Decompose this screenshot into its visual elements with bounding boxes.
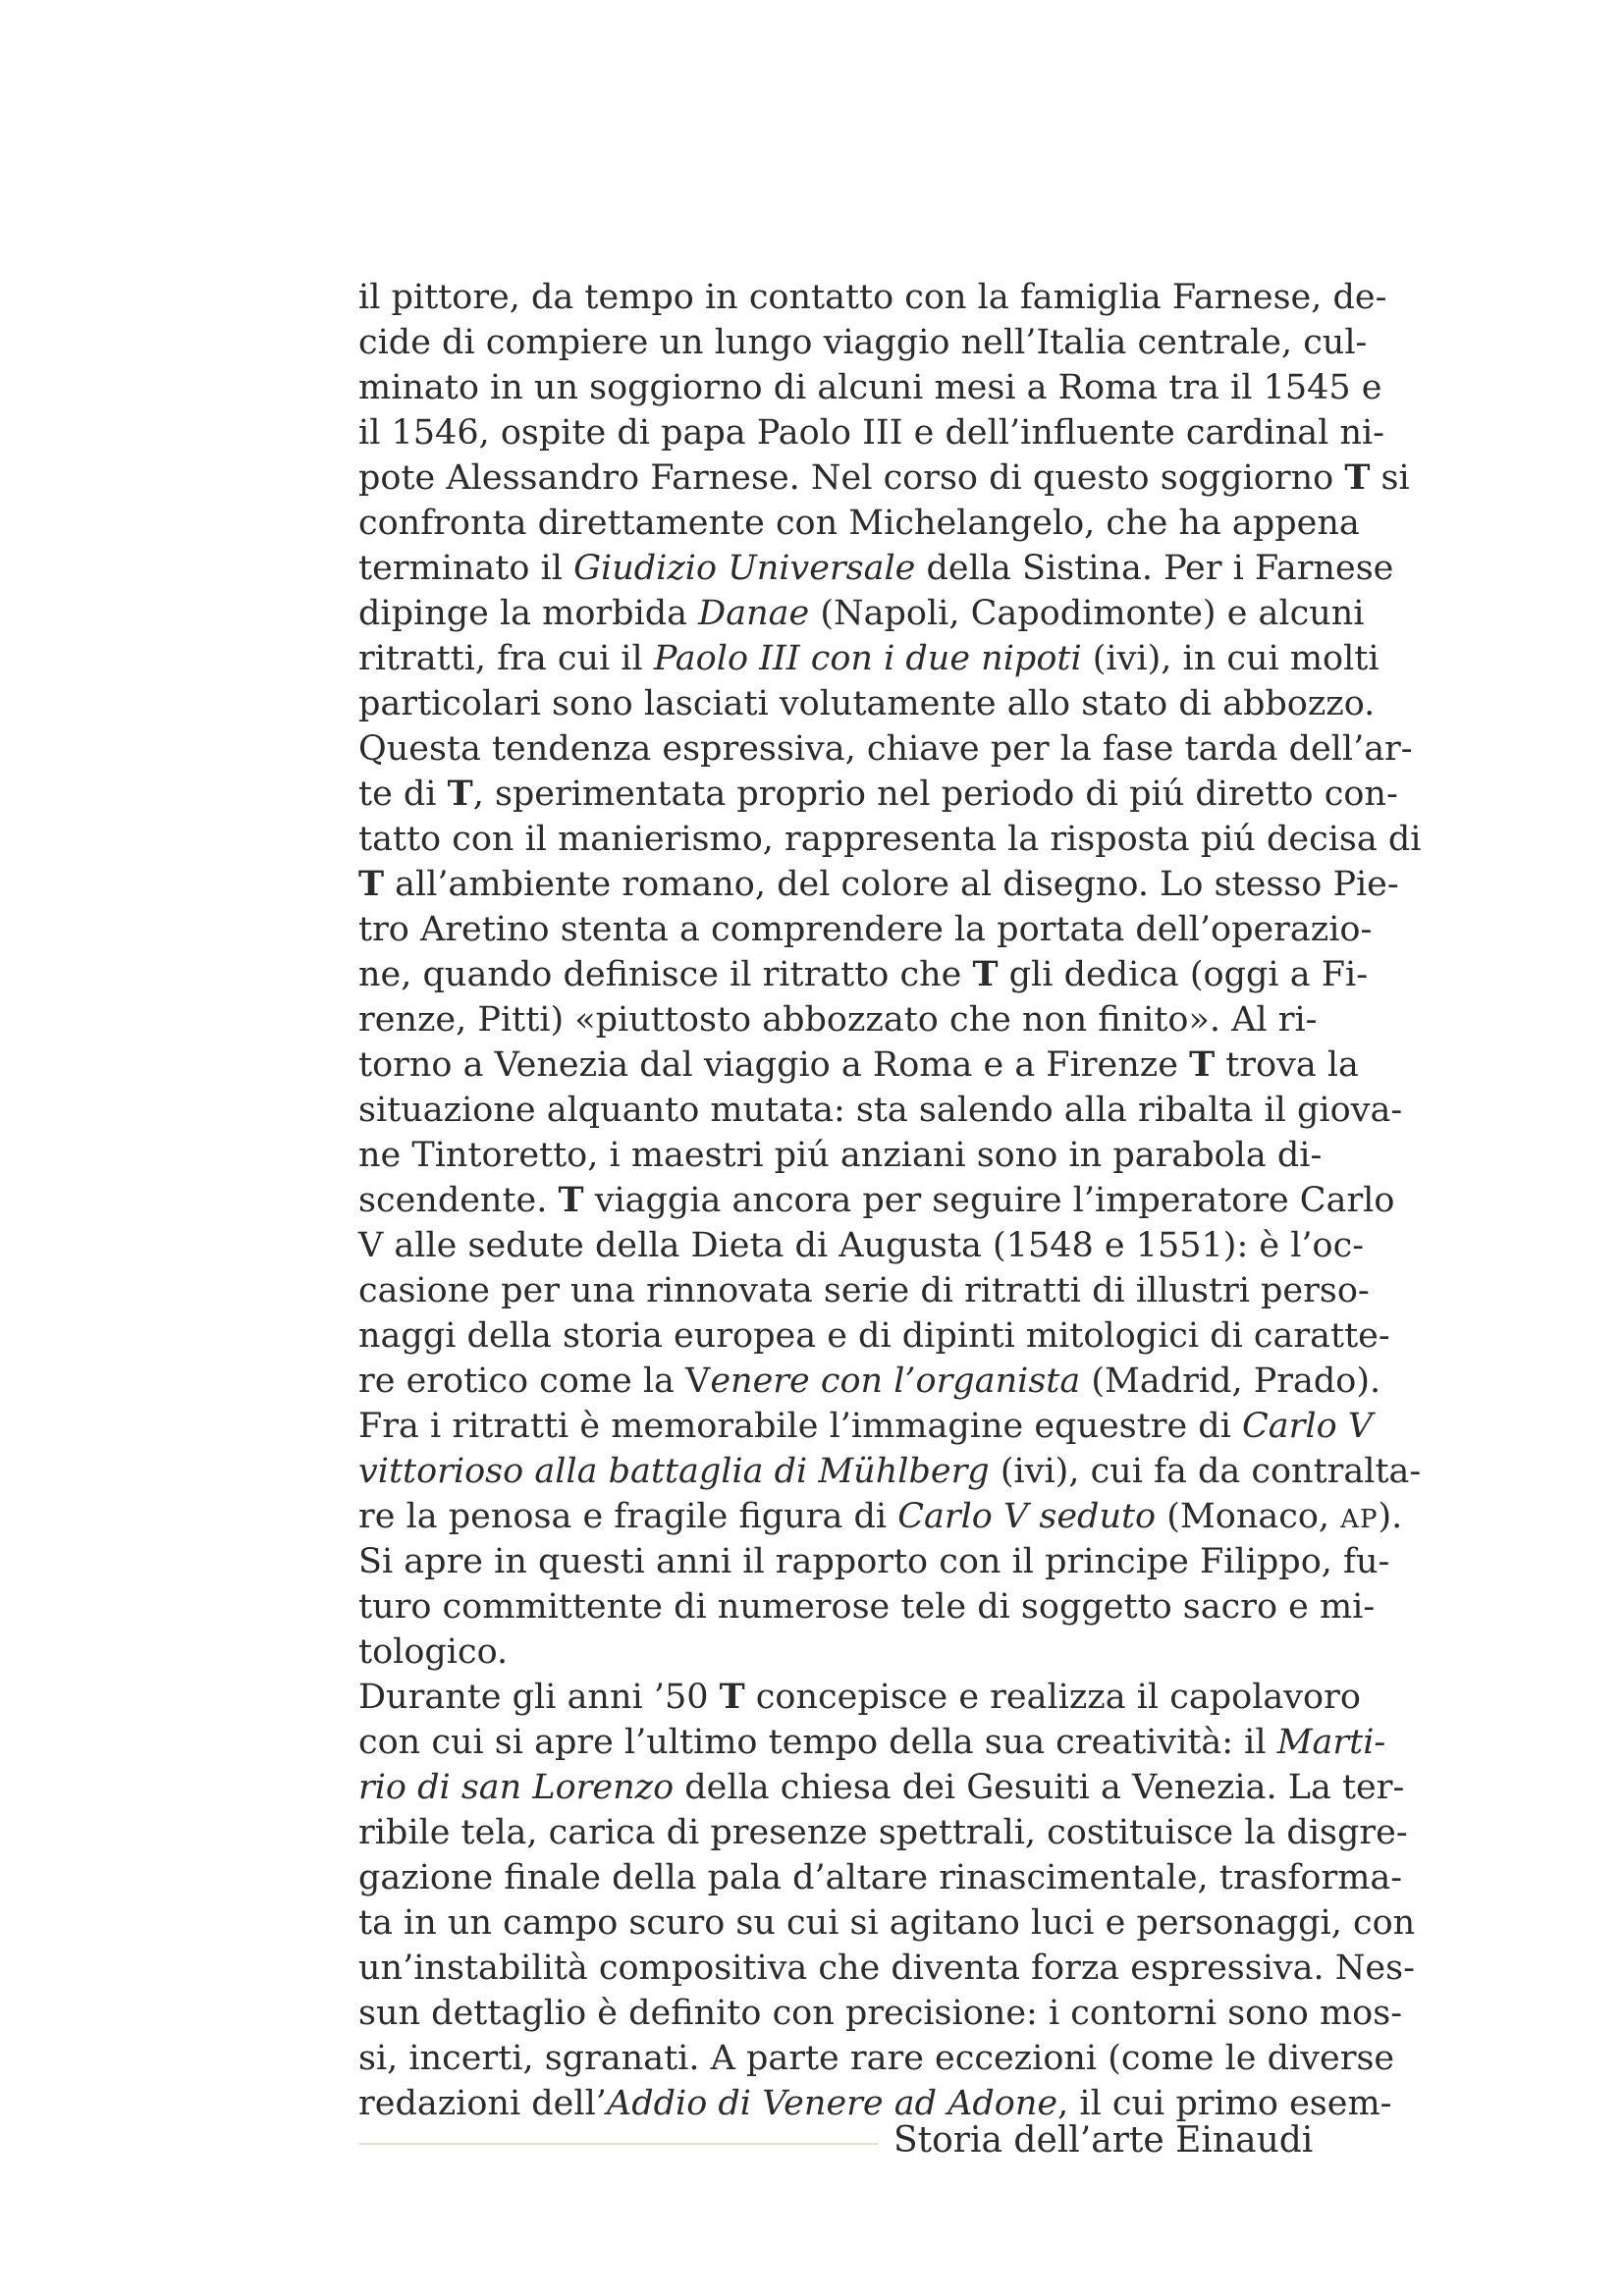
text-segment: tatto con il manierismo, rappresenta la risposta piú decisa di [358, 820, 1422, 859]
text-line [358, 772, 1398, 817]
text-segment: ta in un campo scuro su cui si agitano luci e personaggi, con [358, 1903, 1416, 1943]
text-segment: con cui si apre l’ultimo tempo della sua creatività: il [358, 1723, 1277, 1762]
text-segment: scendente. [358, 1181, 559, 1220]
text-segment: AP [1340, 1505, 1379, 1534]
text-segment: T [719, 1677, 745, 1717]
text-segment: T [1344, 457, 1371, 498]
text-segment: terminato il [358, 549, 574, 588]
text-line [358, 1223, 1365, 1268]
text-segment: minato in un soggiorno di alcuni mesi a Roma tra il 1545 e [358, 368, 1382, 407]
text-line [358, 726, 1413, 772]
text-segment: all’ambiente romano, del colore al disegno. Lo stesso Pie- [384, 865, 1399, 904]
text-segment: (Madrid, Prado). [1080, 1362, 1381, 1401]
text-segment: redazioni dell’ [358, 2084, 607, 2123]
text-segment: sun dettaglio è definito con precisione: i contorni sono mos- [358, 1994, 1403, 2033]
text-segment: T [972, 954, 999, 994]
text-segment: , sperimentata proprio nel periodo di piú diretto con- [472, 774, 1398, 814]
text-line [358, 1178, 1395, 1223]
text-segment: dipinge la morbida [358, 594, 699, 633]
text-segment: confronta direttamente con Michelangelo, che ha appena [358, 504, 1360, 543]
text-line [358, 1584, 1376, 1629]
text-line [358, 1675, 1361, 1720]
text-line [358, 546, 1394, 591]
text-segment: Questa tendenza espressiva, chiave per la fase tarda dell’ar- [358, 729, 1413, 769]
text-segment: T [358, 864, 385, 904]
text-segment: della chiesa dei Gesuiti a Venezia. La ter- [674, 1768, 1405, 1807]
text-line [358, 1449, 1422, 1494]
text-segment: tologico. [358, 1632, 509, 1672]
text-line [358, 681, 1376, 726]
text-segment: Marti- [1276, 1723, 1386, 1762]
text-segment: (ivi), cui fa da contralta- [989, 1452, 1422, 1491]
text-line [358, 1042, 1359, 1088]
text-line [358, 1313, 1390, 1359]
text-segment: V alle sedute della Dieta di Augusta (1548 e 1551): è l’oc- [358, 1226, 1365, 1265]
text-segment: naggi della storia europea e di dipinti mitologici di caratte- [358, 1316, 1390, 1356]
text-segment: Addio di Venere ad Adone [606, 2084, 1058, 2123]
text-segment: ). [1378, 1497, 1403, 1536]
text-line [358, 952, 1369, 997]
text-line [358, 501, 1360, 546]
text-line [358, 817, 1422, 862]
text-segment: re la penosa e fragile figura di [358, 1497, 898, 1536]
text-line [358, 1494, 1403, 1539]
text-segment: il 1546, ospite di papa Paolo III e dell’influente cardinal ni- [358, 413, 1385, 453]
text-line [358, 907, 1373, 952]
text-segment: ne Tintoretto, i maestri piú anziani sono in parabola di- [358, 1136, 1323, 1175]
text-line [358, 1720, 1386, 1765]
text-line [358, 2036, 1395, 2081]
text-line [358, 1946, 1415, 1991]
text-segment: particolari sono lasciati volutamente allo stato di abbozzo. [358, 684, 1376, 723]
text-line [358, 1765, 1405, 1810]
text-segment: T [1189, 1044, 1216, 1085]
text-segment: torno a Venezia dal viaggio a Roma e a Firenze [358, 1045, 1190, 1085]
text-segment: della Sistina. Per i Farnese [915, 549, 1394, 588]
text-segment: ne, quando definisce il ritratto che [358, 955, 973, 994]
text-segment: gli dedica (oggi a Fi- [998, 955, 1369, 994]
text-segment: Giudizio Universale [573, 549, 916, 588]
text-segment: casione per una rinnovata serie di ritratti di illustri perso- [358, 1271, 1370, 1310]
text-segment: si [1370, 458, 1410, 498]
text-line [358, 1404, 1374, 1449]
text-segment: gazione finale della pala d’altare rinascimentale, trasforma- [358, 1858, 1403, 1897]
text-segment: Carlo V [1242, 1407, 1374, 1446]
text-segment: concepisce e realizza il capolavoro [744, 1678, 1361, 1717]
text-segment: Durante gli anni ’50 [358, 1678, 720, 1717]
text-line [358, 320, 1368, 365]
text-segment: (ivi), in cui molti [1081, 639, 1380, 678]
text-line [358, 1629, 1309, 1675]
text-line [358, 365, 1382, 410]
text-segment: enere con l’organista [710, 1362, 1081, 1401]
text-line [358, 1900, 1416, 1946]
text-line [358, 410, 1385, 455]
text-line [358, 455, 1410, 501]
text-line [358, 862, 1399, 907]
text-segment: (Napoli, Capodimonte) e alcuni [809, 594, 1365, 633]
text-segment: Si apre in questi anni il rapporto con il principe Filippo, fu- [358, 1542, 1390, 1581]
text-segment: renze, Pitti) «piuttosto abbozzato che non finito». Al ri- [358, 1000, 1318, 1040]
text-segment: un’instabilità compositiva che diventa forza espressiva. Nes- [358, 1949, 1415, 1988]
text-line [358, 997, 1318, 1042]
text-segment: trova la [1215, 1045, 1359, 1085]
body-text [358, 275, 1422, 2126]
text-segment: (Monaco, [1156, 1497, 1341, 1536]
text-segment: te di [358, 774, 448, 814]
text-line [358, 1088, 1403, 1133]
text-segment: Carlo V seduto [897, 1497, 1157, 1536]
footer-title: Storia dell’arte Einaudi [893, 2120, 1314, 2161]
text-line [358, 1133, 1323, 1178]
text-segment: Fra i ritratti è memorabile l’immagine equestre di [358, 1407, 1243, 1446]
footer-rule [358, 2143, 879, 2145]
text-line [358, 1539, 1390, 1584]
text-segment: ribile tela, carica di presenze spettrali, costituisce la disgre- [358, 1813, 1408, 1852]
text-line [358, 591, 1365, 636]
text-segment: cide di compiere un lungo viaggio nell’Italia centrale, cul- [358, 323, 1368, 362]
text-line [358, 275, 1387, 320]
text-line [358, 1810, 1408, 1855]
text-segment: ritratti, fra cui il [358, 639, 654, 678]
text-line [358, 1268, 1370, 1313]
text-segment: Danae [698, 594, 810, 633]
text-segment: re erotico come la V [358, 1362, 711, 1401]
text-segment: si, incerti, sgranati. A parte rare eccezioni (come le diverse [358, 2039, 1395, 2078]
text-line [358, 1359, 1381, 1404]
text-segment: tro Aretino stenta a comprendere la portata dell’operazio- [358, 910, 1373, 949]
text-segment: situazione alquanto mutata: sta salendo alla ribalta il giova- [358, 1091, 1403, 1130]
text-segment: turo committente di numerose tele di soggetto sacro e mi- [358, 1587, 1376, 1627]
text-line [358, 1855, 1403, 1900]
text-segment: viaggia ancora per seguire l’imperatore Carlo [583, 1181, 1395, 1220]
text-segment: rio di san Lorenzo [358, 1768, 675, 1807]
text-segment: T [447, 774, 473, 814]
text-segment: il pittore, da tempo in contatto con la famiglia Farnese, de- [358, 278, 1387, 317]
text-line [358, 1991, 1403, 2036]
text-segment: Paolo III con i due nipoti [653, 639, 1082, 678]
text-segment: pote Alessandro Farnese. Nel corso di questo soggiorno [358, 458, 1345, 498]
text-segment: vittorioso alla battaglia di Mühlberg [358, 1452, 990, 1491]
text-line [358, 636, 1380, 681]
text-segment: , il cui primo esem- [1057, 2084, 1392, 2123]
text-segment: T [558, 1180, 584, 1220]
